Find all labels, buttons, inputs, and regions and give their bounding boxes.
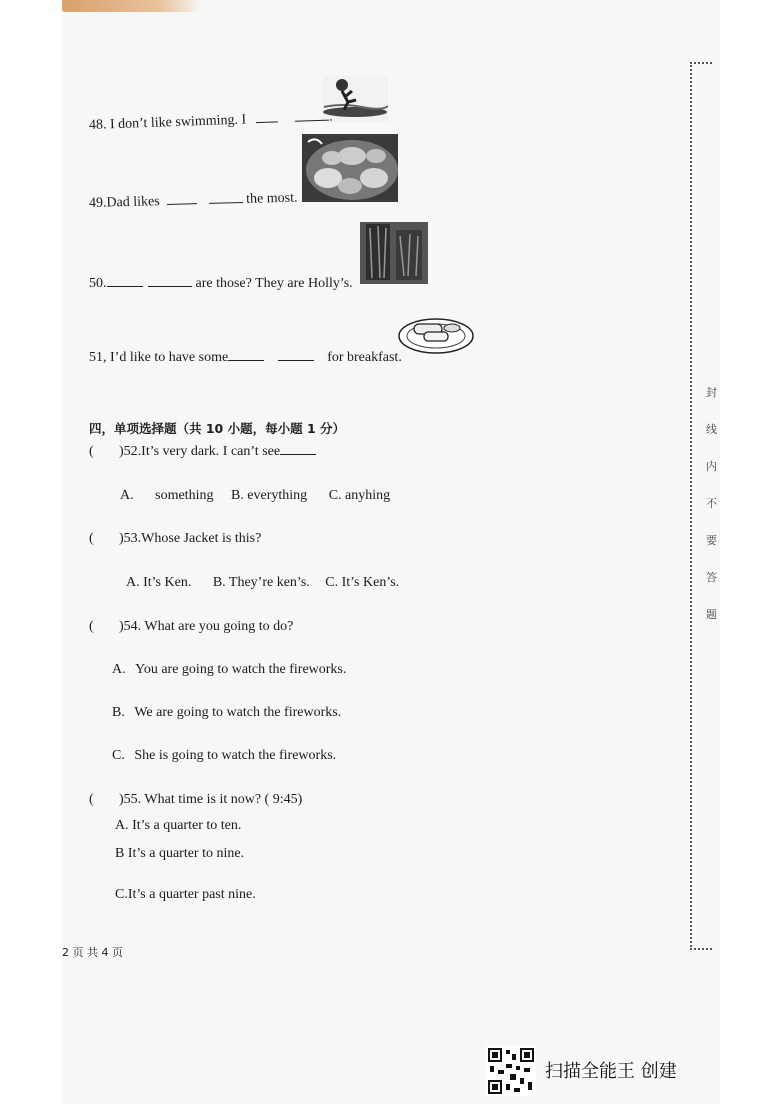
breakfast-picture xyxy=(396,310,476,356)
q53-options xyxy=(126,575,399,591)
option-a[interactable]: A. It’s Ken. xyxy=(126,575,192,590)
answer-blank[interactable] xyxy=(280,453,316,455)
answer-blank[interactable] xyxy=(256,120,278,123)
answer-blank[interactable] xyxy=(209,201,243,204)
trousers-picture xyxy=(360,222,428,284)
question-55: ( )55. What time is it now? ( 9:45) xyxy=(89,792,303,807)
question-53: ( )53.Whose Jacket is this? xyxy=(89,531,262,546)
answer-blank[interactable] xyxy=(295,119,329,122)
option-b[interactable]: B. They’re ken’s. xyxy=(212,575,310,590)
q54-option-a[interactable]: A. You are going to watch the fireworks. xyxy=(112,662,347,677)
question-49: 49.Dad likes the most. xyxy=(88,190,298,211)
q52-options xyxy=(120,488,390,504)
answer-blank[interactable] xyxy=(167,202,197,205)
option-b[interactable]: B. everything xyxy=(230,488,308,503)
dumplings-picture xyxy=(302,134,398,202)
scanner-watermark: 扫描全能王 创建 xyxy=(545,1061,677,1082)
option-a[interactable]: A. xyxy=(120,488,134,503)
option-c[interactable]: C. anyhing xyxy=(328,488,391,503)
option-c[interactable]: C. It’s Ken’s. xyxy=(325,575,400,590)
q54-option-b[interactable]: B. We are going to watch the fireworks. xyxy=(112,705,342,720)
section-4-heading: 四，单项选择题（共 10 小题，每小题 1 分） xyxy=(89,421,346,436)
qr-code-icon xyxy=(486,1046,536,1096)
answer-blank[interactable] xyxy=(107,285,143,287)
q55-option-c[interactable]: C.It’s a quarter past nine. xyxy=(115,887,256,902)
answer-blank[interactable] xyxy=(228,359,264,361)
question-54: ( )54. What are you going to do? xyxy=(89,619,294,634)
page-number: 2 页 共 4 页 xyxy=(62,946,123,959)
answer-blank[interactable] xyxy=(148,285,192,287)
paper-stain xyxy=(62,0,202,12)
option-a-text[interactable]: something xyxy=(155,488,214,503)
question-48: 48. I don’t like swimming. I . xyxy=(88,109,333,133)
question-50: 50. are those? They are Holly’s. xyxy=(89,276,353,291)
q55-option-a[interactable]: A. It’s a quarter to ten. xyxy=(115,818,242,833)
answer-blank[interactable] xyxy=(278,359,314,361)
question-52: ( )52.It’s very dark. I can’t see xyxy=(89,444,316,460)
binding-margin-text: 封 线 内 不 要 答 题 xyxy=(706,386,717,621)
question-51: 51, I’d like to have some for breakfast. xyxy=(89,350,402,365)
q54-option-c[interactable]: C. She is going to watch the fireworks. xyxy=(112,748,337,763)
q55-option-b[interactable]: B It’s a quarter to nine. xyxy=(115,846,245,861)
